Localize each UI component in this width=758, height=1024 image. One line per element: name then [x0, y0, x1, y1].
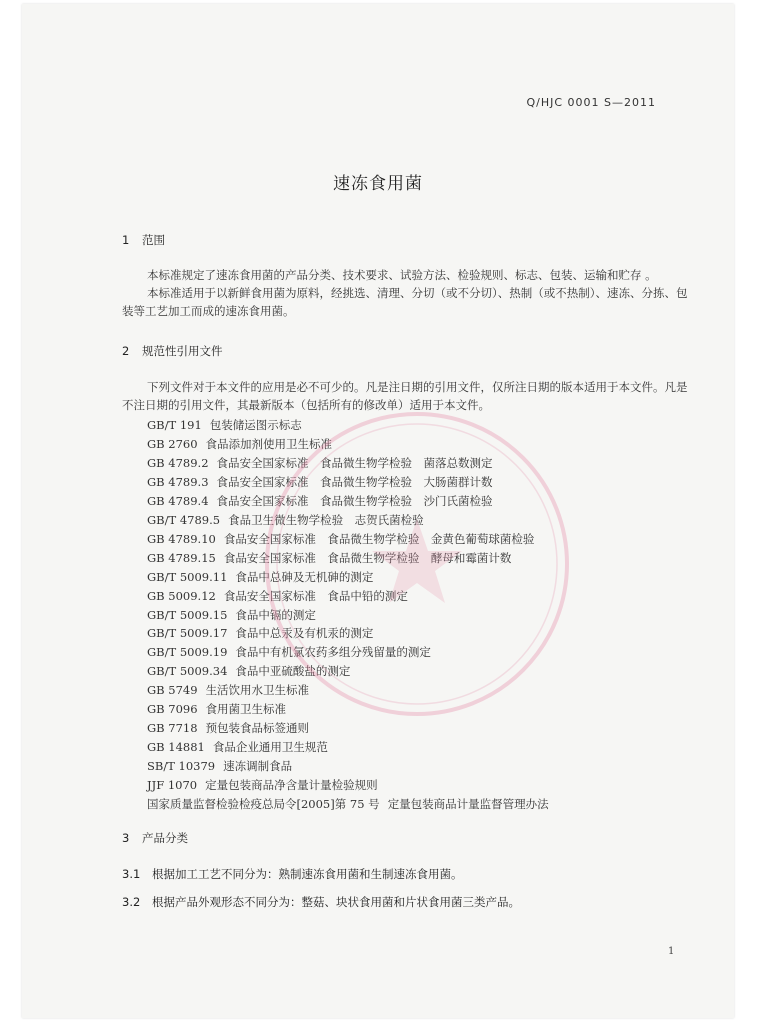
list-item [147, 795, 707, 814]
reference-code: GB/T 191 [147, 418, 202, 432]
reference-title: 食品中镉的测定 [235, 607, 316, 622]
reference-title: 食品中亚硫酸盐的测定 [235, 664, 351, 679]
section-number: 2 [122, 344, 130, 358]
list-item [147, 530, 707, 549]
list-item [147, 568, 707, 587]
reference-code: GB 7718 [147, 721, 198, 736]
reference-code: GB/T 4789.5 [147, 512, 221, 527]
reference-code: GB/T 5009.19 [147, 645, 228, 660]
reference-title: 食品安全国家标准 食品微生物学检验 大肠菌群计数 [216, 474, 493, 489]
reference-code: GB/T 5009.34 [147, 664, 228, 679]
list-item [147, 700, 707, 719]
reference-title: 包装储运图示标志 [209, 418, 302, 432]
clause-text: 根据产品外观形态不同分为：整菇、块状食用菌和片状食用菌三类产品。 [152, 895, 520, 909]
clause-number: 3.1 [122, 867, 141, 881]
reference-title: 食品安全国家标准 食品微生物学检验 菌落总数测定 [216, 455, 493, 470]
reference-code: GB 4789.3 [147, 474, 209, 489]
reference-title: 定量包装商品净含量计量检验规则 [205, 778, 378, 793]
reference-title: 食用菌卫生标准 [205, 702, 287, 717]
list-item [147, 757, 707, 776]
reference-code: GB 14881 [147, 740, 205, 755]
reference-code: 国家质量监督检验检疫总局令[2005]第 75 号 [147, 797, 380, 812]
reference-title: 食品卫生微生物学检验 志贺氏菌检验 [228, 512, 424, 527]
document-page [22, 4, 734, 1018]
reference-code: GB 4789.4 [147, 493, 209, 508]
reference-code: SB/T 10379 [147, 759, 216, 774]
reference-code: GB 4789.15 [147, 550, 216, 565]
list-item [147, 738, 707, 757]
reference-title: 食品中总汞及有机汞的测定 [235, 626, 374, 641]
list-item [147, 719, 707, 738]
section-title: 产品分类 [142, 831, 188, 845]
reference-title: 食品安全国家标准 食品微生物学检验 酵母和霉菌计数 [223, 550, 512, 565]
scope-paragraph-2: 本标准适用于以新鲜食用菌为原料，经挑选、清理、分切（或不分切）、热制（或不热制）、速冻、分拣、包装等工艺加工而成的速冻食用菌。 [122, 286, 688, 318]
list-item [147, 435, 707, 454]
standard-code: Q/HJC 0001 S—2011 [526, 96, 656, 109]
reference-title: 预包装食品标签通则 [205, 721, 310, 736]
clause-3-1 [122, 866, 463, 882]
list-item [147, 492, 707, 511]
list-item [147, 643, 707, 662]
reference-code: GB 4789.2 [147, 455, 209, 470]
reference-title: 定量包装商品计量监督管理办法 [387, 797, 549, 812]
reference-code: GB 5009.12 [147, 588, 216, 603]
reference-code: GB/T 5009.15 [147, 607, 228, 622]
section-1-heading [122, 232, 165, 248]
reference-code: GB/T 5009.17 [147, 626, 228, 641]
clause-text: 根据加工工艺不同分为：熟制速冻食用菌和生制速冻食用菌。 [152, 867, 463, 881]
list-item [147, 587, 707, 606]
reference-code: GB 5749 [147, 683, 198, 698]
reference-code: GB 7096 [147, 702, 198, 717]
reference-title: 食品企业通用卫生规范 [212, 740, 328, 755]
scope-paragraph-1: 本标准规定了速冻食用菌的产品分类、技术要求、试验方法、检验规则、标志、包装、运输和贮存 。 [147, 268, 657, 282]
document-title: 速冻食用菌 [333, 174, 423, 194]
reference-code: GB 4789.10 [147, 531, 216, 546]
section-2-heading [122, 343, 223, 359]
list-item [147, 681, 707, 700]
list-item [147, 511, 707, 530]
list-item [147, 606, 707, 625]
section-3-heading [122, 830, 188, 846]
clause-number: 3.2 [122, 895, 141, 909]
reference-title: 速冻调制食品 [223, 759, 293, 774]
reference-title: 食品中总砷及无机砷的测定 [235, 569, 374, 584]
page-number: 1 [668, 946, 675, 957]
reference-title: 食品中有机氯农药多组分残留量的测定 [235, 645, 431, 660]
section-title: 规范性引用文件 [142, 344, 223, 358]
list-item [147, 416, 707, 435]
list-item [147, 776, 707, 795]
reference-title: 食品安全国家标准 食品微生物学检验 沙门氏菌检验 [216, 493, 493, 508]
section-number: 1 [122, 233, 130, 247]
normative-intro: 下列文件对于本文件的应用是必不可少的。凡是注日期的引用文件，仅所注日期的版本适用于本文件。凡是不注日期的引用文件，其最新版本（包括所有的修改单）适用于本文件。 [122, 380, 688, 412]
list-item [147, 473, 707, 492]
reference-title: 食品安全国家标准 食品中铅的测定 [223, 588, 408, 603]
clause-3-2 [122, 894, 520, 910]
reference-list [147, 416, 707, 814]
reference-title: 食品安全国家标准 食品微生物学检验 金黄色葡萄球菌检验 [223, 531, 535, 546]
reference-code: GB/T 5009.11 [147, 569, 228, 584]
list-item [147, 454, 707, 473]
list-item [147, 662, 707, 681]
list-item [147, 624, 707, 643]
reference-title: 生活饮用水卫生标准 [205, 683, 310, 698]
section-title: 范围 [142, 233, 165, 247]
reference-title: 食品添加剂使用卫生标准 [205, 436, 333, 451]
reference-code: GB 2760 [147, 436, 198, 451]
list-item [147, 549, 707, 568]
reference-code: JJF 1070 [147, 778, 198, 793]
section-number: 3 [122, 831, 130, 845]
